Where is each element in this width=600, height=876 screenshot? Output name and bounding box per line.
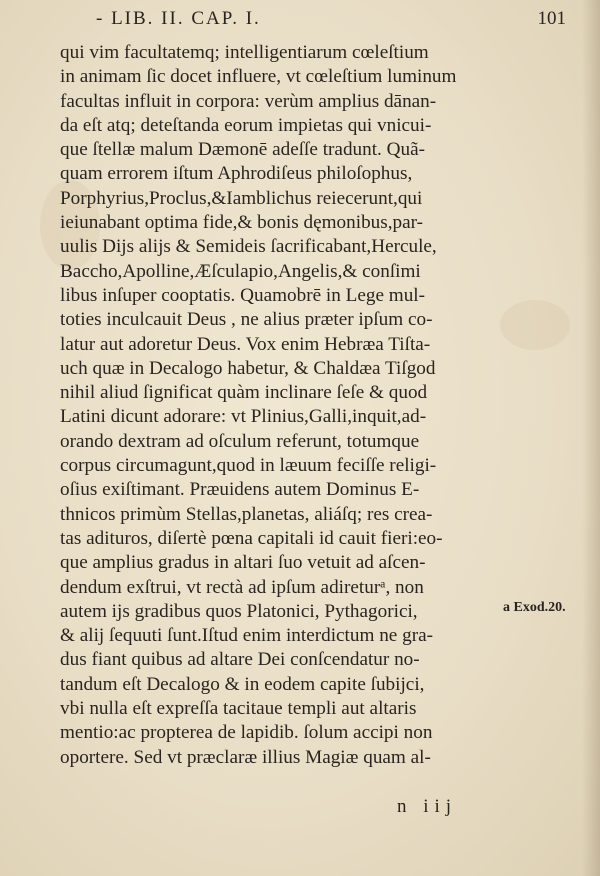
- text-line: qui vim facultatemq; intelligentiarum cœleſtium: [60, 42, 429, 63]
- text-line: tas adituros, diſertè pœna capitali id cauit fieri:eo-: [60, 527, 443, 549]
- text-line: oportere. Sed vt præclaræ illius Magiæ quam al-: [60, 746, 431, 768]
- text-line: uch quæ in Decalogo habetur, & Chaldæa Tiſgod: [60, 357, 436, 379]
- text-line: ieiunabant optima fide,& bonis dęmonibus,par-: [60, 212, 424, 234]
- page-edge-shadow: [582, 0, 600, 876]
- running-head-title: - LIB. II. CAP. I.: [96, 8, 261, 29]
- text-line: thnicos primùm Stellas,planetas, aliáſq; res crea-: [60, 503, 433, 525]
- text-line: mentio:ac propterea de lapidib. ſolum accipi non: [60, 722, 433, 744]
- paper-stain: [500, 300, 570, 350]
- marginal-note: a Exod.20.: [503, 600, 566, 615]
- text-line: dendum exſtrui, vt rectà ad ipſum adireturᵃ, non: [60, 576, 424, 598]
- text-line: oſius exiſtimant. Præuidens autem Dominus E-: [60, 479, 420, 501]
- text-line: Porphyrius,Proclus,&Iamblichus reiecerunt,qui: [60, 187, 423, 209]
- text-line: uulis Dijs alijs & Semideis ſacrificabant,Hercule,: [60, 236, 437, 258]
- signature-mark: n iij: [397, 796, 458, 817]
- text-line: da eſt atq; deteſtanda eorum impietas qui vnicui-: [60, 114, 432, 136]
- text-line: vbi nulla eſt expreſſa tacitaue templi aut altaris: [60, 698, 417, 720]
- text-line: Latini dicunt adorare: vt Plinius,Galli,inquit,ad-: [60, 406, 427, 428]
- text-line: facultas influit in corpora: verùm amplius dānan-: [60, 90, 437, 112]
- text-line: quam errorem iſtum Aphrodiſeus philoſophus,: [60, 163, 413, 185]
- text-line: orando dextram ad oſculum referunt, totumque: [60, 430, 420, 452]
- text-line: tandum eſt Decalogo & in eodem capite ſubijci,: [60, 673, 425, 695]
- text-line: corpus circumagunt,quod in læuum feciſſe religi-: [60, 455, 437, 477]
- text-line: nihil aliud ſignificat quàm inclinare ſeſe & quod: [60, 382, 428, 404]
- text-line: Baccho,Apolline,Æſculapio,Angelis,& conſimi: [60, 260, 421, 282]
- text-line: que amplius gradus in altari ſuo vetuit ad aſcen-: [60, 552, 426, 574]
- text-line: & alij ſequuti ſunt.Iſtud enim interdictum ne gra-: [60, 625, 434, 647]
- page-number: 101: [537, 8, 566, 29]
- text-line: libus inſuper cooptatis. Quamobrē in Lege mul-: [60, 284, 426, 306]
- text-line: dus fiant quibus ad altare Dei conſcendatur no-: [60, 649, 420, 671]
- running-head: [96, 8, 566, 34]
- text-line: latur aut adoretur Deus. Vox enim Hebræa Tiſta-: [60, 333, 431, 355]
- body-text: [60, 41, 508, 770]
- text-line: toties inculcauit Deus , ne alius præter ipſum co-: [60, 309, 433, 331]
- text-line: que ſtellæ malum Dæmonē adeſſe tradunt. Quã-: [60, 139, 426, 161]
- text-line: in animam ſic docet influere, vt cœleſtium luminum: [60, 66, 457, 88]
- text-line: autem ijs gradibus quos Platonici, Pythagorici,: [60, 600, 418, 622]
